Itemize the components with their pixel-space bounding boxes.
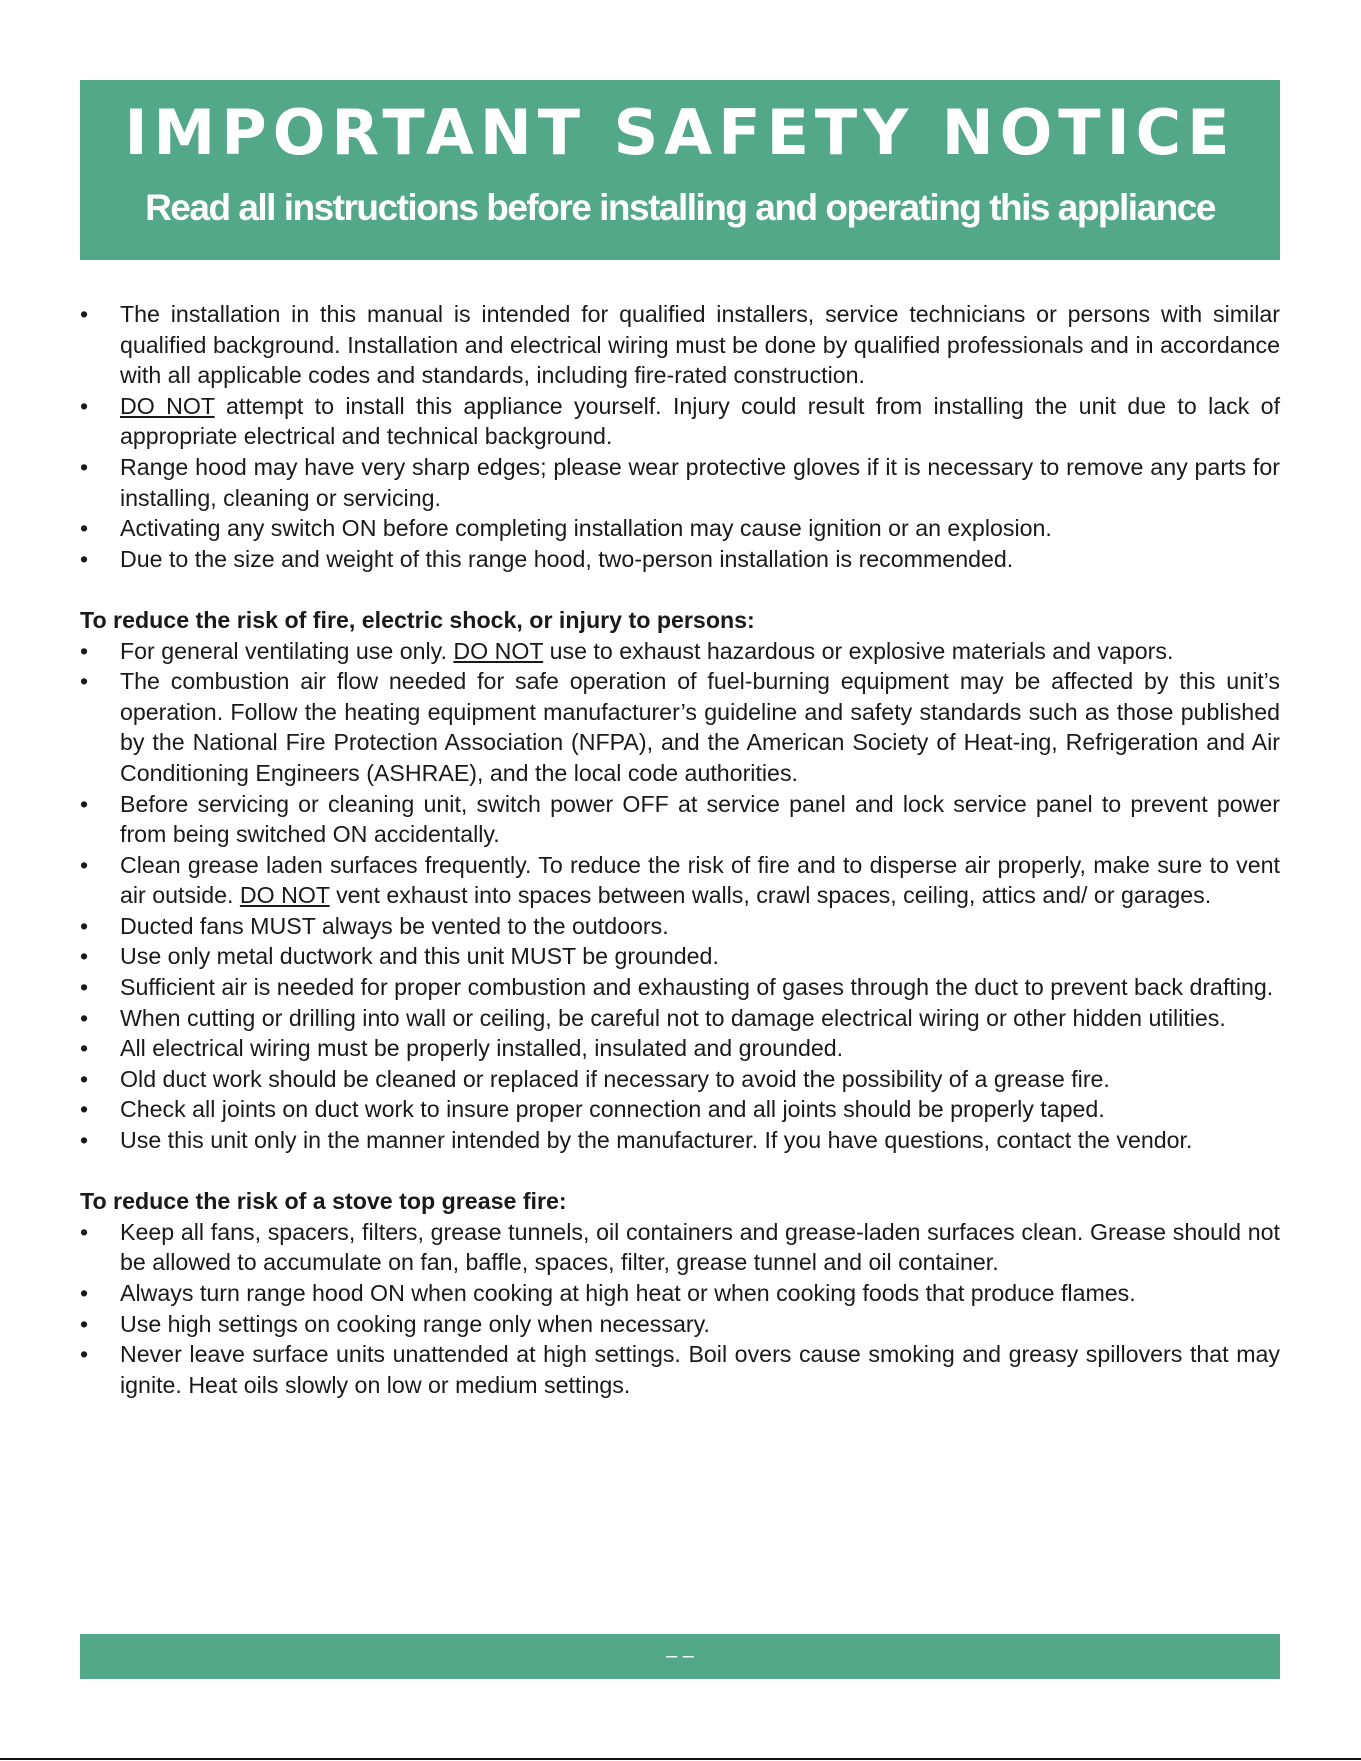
bullet-icon: •: [80, 1280, 89, 1306]
bullet-item: [80, 789, 1280, 850]
safety-section: [80, 299, 1280, 574]
bullet-icon: •: [80, 301, 89, 327]
bullet-icon: •: [80, 1341, 89, 1368]
bullet-item: [80, 1217, 1280, 1278]
bullet-text: Always turn range hood ON when cooking at high heat or when cooking foods that produce flames.: [120, 1280, 1136, 1306]
bullet-text: Use high settings on cooking range only when necessary.: [120, 1310, 710, 1337]
bullet-text: Range hood may have very sharp edges; please wear protective gloves if it is necessary to remove any parts for installing, cleaning or servicing.: [120, 453, 1280, 511]
section-heading: To reduce the risk of fire, electric shock, or injury to persons:: [80, 606, 755, 633]
bullet-item: [80, 911, 1280, 942]
bullet-item: [80, 1278, 1280, 1309]
bullet-list: [80, 299, 1280, 574]
bullet-icon: •: [80, 1035, 89, 1062]
bullet-item: [80, 1094, 1280, 1125]
bullet-icon: •: [80, 943, 89, 970]
bullet-item: [80, 1309, 1280, 1340]
emphasis-text: DO NOT: [453, 637, 544, 664]
bullet-item: [80, 544, 1280, 575]
bullet-text: Sufficient air is needed for proper combustion and exhausting of gases through the duct to prevent back drafting.: [120, 974, 1274, 1001]
bullet-text: For general ventilating use only.: [120, 637, 454, 664]
bullet-icon: •: [80, 1096, 89, 1123]
bullet-item: [80, 666, 1280, 788]
safety-section: [80, 1186, 1280, 1400]
bullet-text: Use this unit only in the manner intended by the manufacturer. If you have questions, contact the vendor.: [120, 1127, 1193, 1154]
bullet-icon: •: [80, 1004, 89, 1031]
bullet-list: [80, 636, 1280, 1156]
bullet-item: [80, 1003, 1280, 1034]
page-subtitle: Read all instructions before installing and operating this appliance: [145, 187, 1215, 228]
bullet-item: [80, 941, 1280, 972]
bullet-text: Check all joints on duct work to insure proper connection and all joints should be properly taped.: [120, 1096, 1105, 1123]
bullet-text: Old duct work should be cleaned or replaced if necessary to avoid the possibility of a grease fire.: [120, 1065, 1110, 1092]
bullet-item: [80, 972, 1280, 1003]
safety-section: [80, 605, 1280, 1156]
bullet-text: Activating any switch ON before completing installation may cause ignition or an explosion.: [120, 515, 1052, 542]
bullet-text: Keep all fans, spacers, filters, grease tunnels, oil containers and grease-laden surfaces clean. Grease should not be allowed to accumulate on fan, baffle, spaces, filter, grease tunnel and oil container.: [120, 1218, 1280, 1276]
bullet-icon: •: [80, 790, 89, 817]
bullet-item: [80, 1125, 1280, 1156]
bullet-item: [80, 1064, 1280, 1095]
section-heading: To reduce the risk of a stove top grease fire:: [80, 1188, 567, 1215]
bullet-icon: •: [80, 912, 89, 939]
bullet-text: vent exhaust into spaces between walls, crawl spaces, ceiling, attics and/ or garages.: [329, 882, 1212, 909]
bullet-icon: •: [80, 637, 89, 664]
emphasis-text: DO NOT: [239, 882, 330, 909]
bullet-item: [80, 299, 1280, 391]
bullet-item: [80, 513, 1280, 544]
bullet-icon: •: [80, 668, 89, 695]
safety-content: [80, 299, 1280, 1400]
bullet-icon: •: [80, 545, 89, 572]
bullet-text: The combustion air flow needed for safe operation of fuel-burning equipment may be affected by this unit’s operation. Follow the heating equipment manufacturer’s guideline and safety standards such as those published by the National Fire Protection Association (NFPA), and the American Society of Heat-ing, Refrigeration and Air Conditioning Engineers (ASHRAE), and the local code authorities.: [120, 668, 1280, 786]
bullet-text: All electrical wiring must be properly installed, insulated and grounded.: [120, 1035, 844, 1062]
bullet-icon: •: [80, 851, 89, 878]
safety-sections: [80, 299, 1280, 1400]
bullet-item: [80, 452, 1280, 513]
bullet-text: The installation in this manual is intended for qualified installers, service technicians or persons with similar qualified background. Installation and electrical wiring must be done by qualified professionals and in accordance with all applicable codes and standards, including fire-rated construction.: [120, 301, 1280, 389]
bullet-item: [80, 1033, 1280, 1064]
bullet-icon: •: [80, 515, 89, 542]
bullet-list: [80, 1217, 1280, 1401]
bullet-text: use to exhaust hazardous or explosive materials and vapors.: [543, 637, 1174, 664]
bullet-icon: •: [80, 1127, 89, 1154]
bullet-icon: •: [80, 1065, 89, 1092]
bullet-text: attempt to install this appliance yourself. Injury could result from installing the unit due to lack of appropriate electrical and technical background.: [120, 392, 1281, 450]
bullet-item: [80, 1339, 1280, 1400]
bullet-text: Before servicing or cleaning unit, switch power OFF at service panel and lock service panel to prevent power from being switched ON accidentally.: [120, 790, 1280, 848]
bullet-icon: •: [80, 392, 89, 419]
bullet-item: [80, 636, 1280, 667]
bullet-item: [80, 850, 1280, 911]
emphasis-text: DO NOT: [120, 392, 215, 419]
header-banner: [80, 80, 1280, 260]
bullet-icon: •: [80, 1218, 89, 1245]
page-number: – –: [666, 1645, 694, 1667]
bullet-text: Due to the size and weight of this range hood, two-person installation is recommended.: [120, 545, 1014, 572]
bullet-text: When cutting or drilling into wall or ceiling, be careful not to damage electrical wiring or other hidden utilities.: [120, 1004, 1226, 1031]
footer-bar: [80, 1634, 1280, 1679]
bullet-icon: •: [80, 453, 89, 480]
bullet-text: Use only metal ductwork and this unit MUST be grounded.: [120, 943, 719, 970]
bullet-icon: •: [80, 1310, 89, 1337]
bullet-icon: •: [80, 974, 89, 1001]
bullet-item: [80, 391, 1280, 452]
bottom-divider: [0, 1758, 1361, 1760]
page-title: IMPORTANT SAFETY NOTICE: [124, 96, 1236, 169]
bullet-text: Ducted fans MUST always be vented to the outdoors.: [120, 912, 669, 939]
bullet-text: Clean grease laden surfaces frequently. To reduce the risk of fire and to disperse air properly, make sure to vent air outside.: [120, 851, 1280, 909]
bullet-text: Never leave surface units unattended at high settings. Boil overs cause smoking and greasy spillovers that may ignite. Heat oils slowly on low or medium settings.: [120, 1341, 1280, 1398]
